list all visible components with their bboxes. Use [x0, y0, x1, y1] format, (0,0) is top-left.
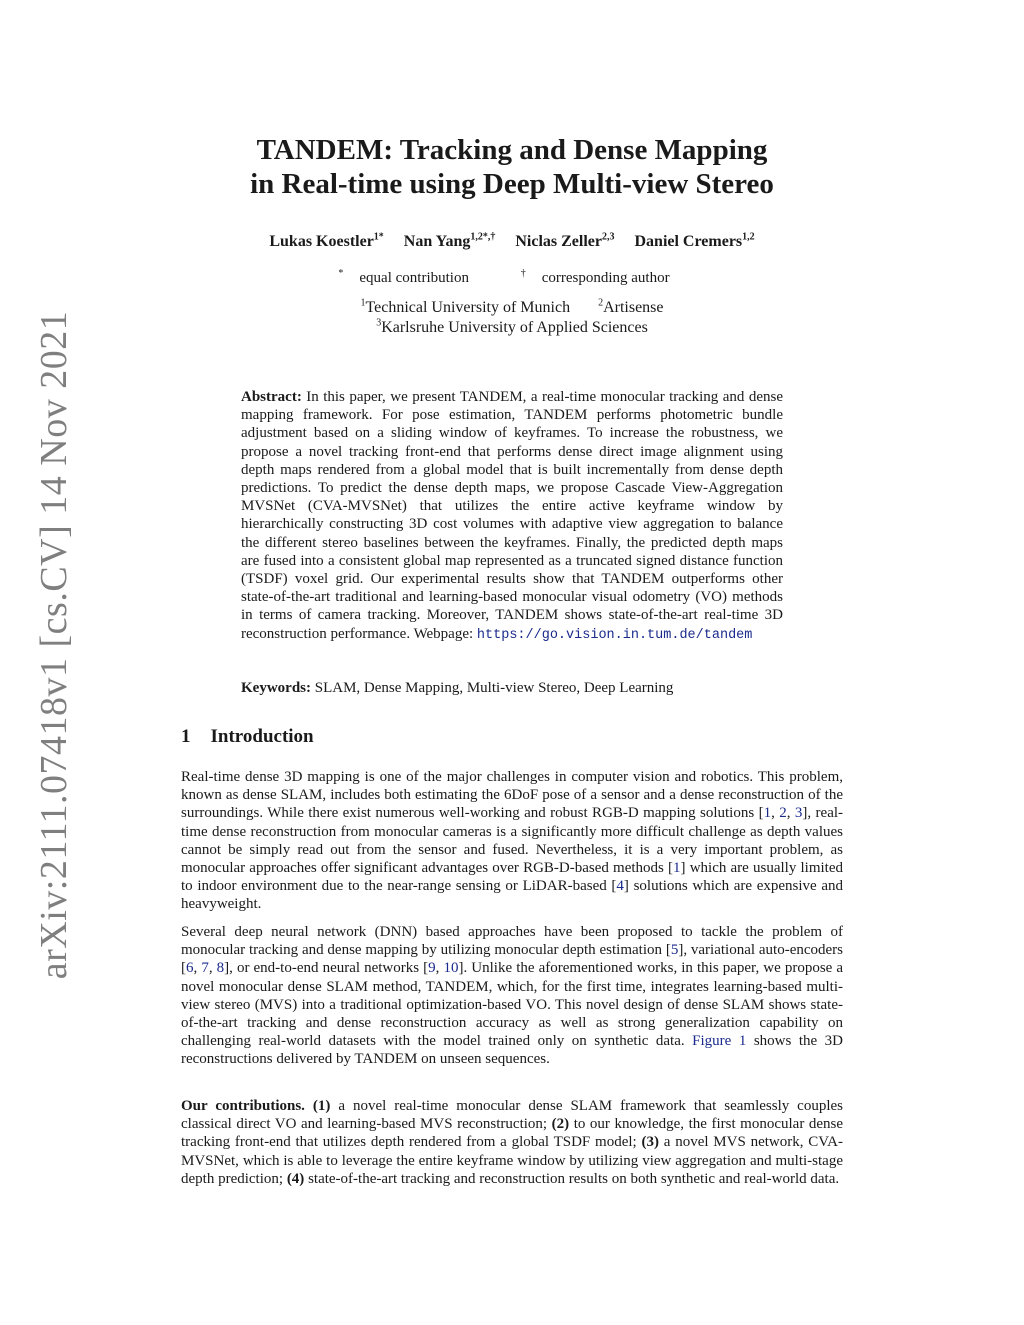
citation-link[interactable]: 4: [616, 878, 624, 895]
citation-link[interactable]: 1: [763, 805, 772, 822]
paper-title: [0, 133, 1024, 201]
citation-link[interactable]: 10: [443, 960, 459, 977]
citation-link[interactable]: 9: [428, 960, 436, 977]
section-heading: [181, 726, 314, 748]
abstract-label: Abstract:: [241, 389, 302, 405]
contributions-label: Our contributions.: [181, 1098, 305, 1114]
keywords: [241, 679, 783, 698]
webpage-link[interactable]: https://go.vision.in.tum.de/tandem: [476, 627, 753, 643]
paper-title-line-2: in Real-time using Deep Multi-view Stereo: [250, 168, 774, 200]
citation-link[interactable]: 1: [673, 860, 681, 877]
keywords-label: Keywords:: [241, 680, 311, 696]
keywords-text: SLAM, Dense Mapping, Multi-view Stereo, Deep Learning: [314, 680, 674, 696]
citation-link[interactable]: 2: [779, 805, 787, 822]
contributions-paragraph: Our contributions. (1) a novel real-time monocular dense SLAM framework that seamlessly couples classical direct VO and learning-based MVS reconstruction; (2) to our knowledge, the first monocular dense tracking front-end that utilizes depth rendered from a global TSDF model; (3) a novel MVS network, CVA-MVSNet, which is able to leverage the entire keyframe window by utilizing view aggregation and multi-stage depth prediction; (4) state-of-the-art tracking and reconstruction results on both synthetic and real-world data.: [181, 1098, 844, 1187]
figure-reference-link[interactable]: Figure 1: [692, 1033, 747, 1050]
citation-link[interactable]: 7: [201, 960, 209, 977]
author: Lukas Koestler$^{1*}$: [269, 231, 384, 250]
abstract-text: In this paper, we present TANDEM, a real-time monocular tracking and dense mapping framework. For pose estimation, TANDEM performs photometric bundle adjustment based on a sliding window of keyframes. To increase the robustness, we propose a novel tracking front-end that performs dense direct image alignment using depth maps rendered from a global model that is built incrementally from dense depth predictions. To predict the dense depth maps, we propose Cascade View-Aggregation MVSNet (CVA-MVSNet) that utilizes the entire active keyframe window by hierarchically constructing 3D cost volumes with adaptive view aggregation to balance the different stereo baselines between the keyframes. Finally, the predicted depth maps are fused into a consistent global map represented as a truncated signed distance function (TSDF) voxel grid. Our experimental results show that TANDEM outperforms other state-of-the-art traditional and learning-based monocular visual odometry (VO) methods in terms of camera tracking. Moreover, TANDEM shows state-of-the-art real-time 3D reconstruction performance. Webpage:: [241, 389, 784, 642]
affiliation: $^2$Artisense: [598, 297, 664, 316]
author-list: [0, 233, 1024, 251]
citation-link[interactable]: 6: [186, 960, 194, 977]
section-title: Introduction: [210, 726, 314, 747]
author: Nan Yang$^{1,2*,\dagger}$: [403, 231, 496, 250]
author-notes: [0, 270, 1024, 287]
author: Daniel Cremers$^{1,2}$: [634, 231, 755, 250]
citation-link[interactable]: 3: [794, 805, 803, 822]
intro-paragraph-1: Real-time dense 3D mapping is one of the major challenges in computer vision and robotics. This problem, known as dense SLAM, includes both estimating the 6DoF pose of a sensor and a dense reconstruction of the surroundings. While there exist numerous well-working and robust RGB-D mapping solutions [1, 2, 3], real-time dense reconstruction from monocular cameras is a significantly more difficult challenge as depth values cannot be simply read out from the sensor and fused. Nevertheless, it is a very important problem, as monocular approaches offer significant advantages over RGB-D-based methods [1] which are usually limited to indoor environment due to the near-range sensing or LiDAR-based [4] solutions which are expensive and heavyweight.: [181, 769, 844, 913]
author: Niclas Zeller$^{2,3}$: [515, 231, 615, 250]
paper-title-line-1: TANDEM: Tracking and Dense Mapping: [256, 134, 768, 166]
equal-contribution-note: * equal contribution: [338, 268, 469, 286]
corresponding-author-note: † corresponding author: [520, 268, 670, 286]
arxiv-identifier-stamp: arXiv:2111.07418v1 [cs.CV] 14 Nov 2021: [33, 310, 75, 980]
citation-link[interactable]: 5: [670, 942, 679, 959]
section-number: 1: [181, 726, 191, 747]
citation-link[interactable]: 8: [216, 960, 225, 977]
intro-paragraph-2: Several deep neural network (DNN) based approaches have been proposed to tackle the problem of monocular tracking and dense mapping by utilizing monocular depth estimation [5], variational auto-encoders [6, 7, 8], or end-to-end neural networks [9, 10]. Unlike the aforementioned works, in this paper, we propose a novel monocular dense SLAM method, TANDEM, which, for the first time, integrates learning-based multi-view stereo (MVS) into a traditional optimization-based VO. This novel design of dense SLAM shows state-of-the-art tracking and dense reconstruction accuracy as well as strong generalization capability on challenging real-world datasets with the model trained only on synthetic data. Figure 1 shows the 3D reconstructions delivered by TANDEM on unseen sequences.: [181, 924, 844, 1068]
affiliation: $^1$Technical University of Munich: [360, 297, 571, 316]
affiliation: $^3$Karlsruhe University of Applied Sciences: [376, 317, 648, 336]
abstract: [241, 388, 783, 645]
affiliations: [0, 298, 1024, 338]
